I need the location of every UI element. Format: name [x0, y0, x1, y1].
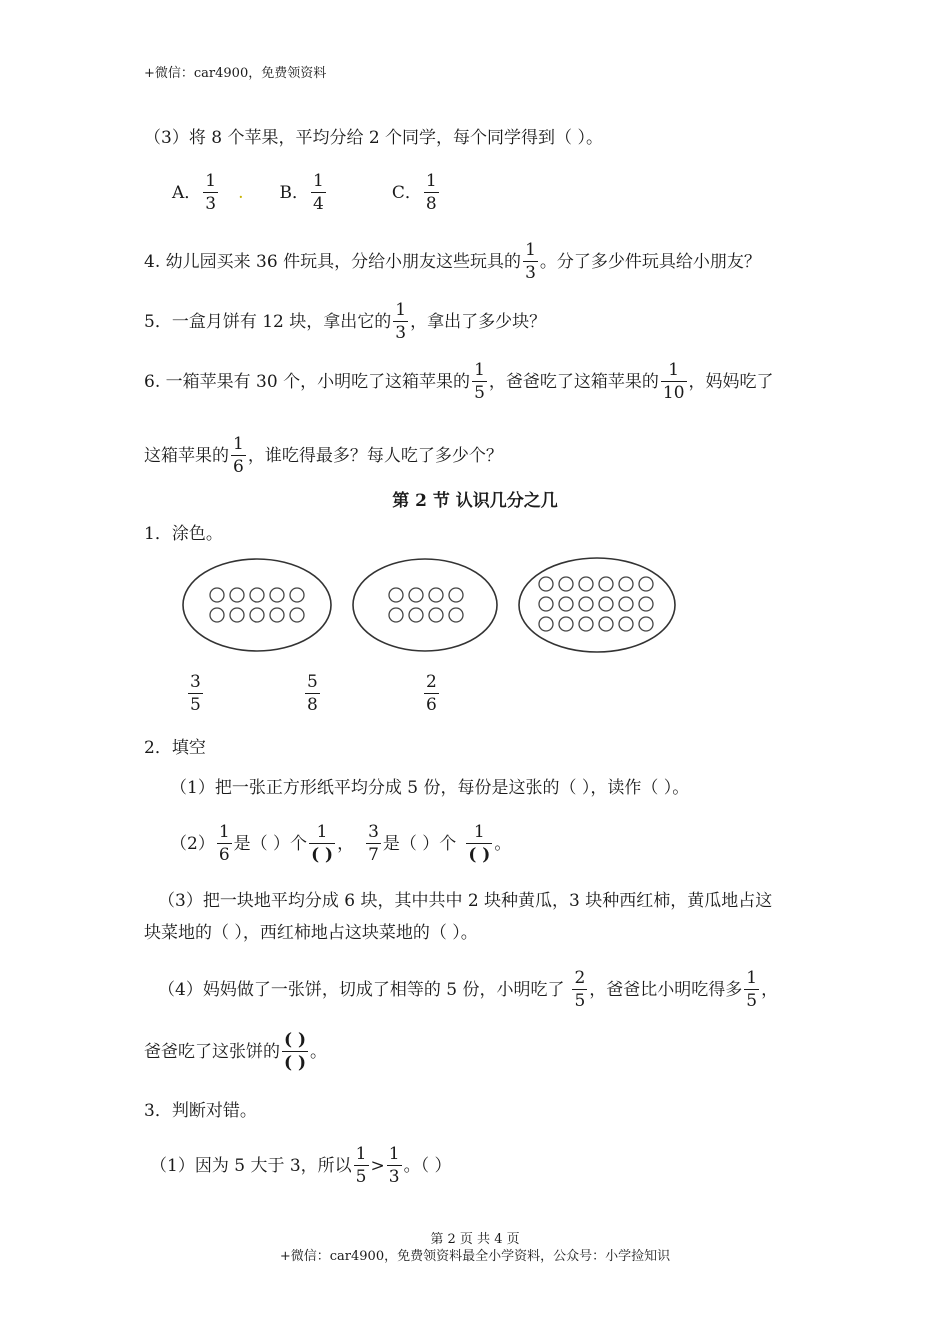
fill-blank-4-line-2-pre: 爸爸吃了这张饼的 — [144, 1041, 280, 1062]
option-b — [280, 171, 328, 214]
fb4-a-den: 5 — [574, 991, 586, 1011]
fb4-b-den: 5 — [746, 991, 758, 1011]
fill-blank-3-line-2: 块菜地的（ ），西红柿地占这块菜地的（ ）。 — [144, 923, 478, 943]
color-circle[interactable] — [579, 617, 593, 631]
fb2-c-num: 3 — [368, 822, 379, 842]
q6-f2-den: 10 — [662, 383, 685, 403]
q6-f3-num: 1 — [233, 434, 244, 454]
fb2-b-den: ( ) — [311, 845, 334, 865]
color-circle[interactable] — [409, 588, 423, 602]
question-6-line-2 — [144, 434, 503, 477]
question-5-den: 3 — [395, 323, 407, 343]
fill-blank-2-c-text: 是（ ）个 — [382, 833, 457, 854]
question-5-pre: 5．一盒月饼有 12 块，拿出它的 — [144, 311, 392, 332]
fill-blank-4-frac-a — [572, 968, 587, 1011]
question-3-stem: （3）将 8 个苹果，平均分给 2 个同学，每个同学得到（ ）。 — [144, 128, 603, 148]
q6-f1-num: 1 — [474, 360, 485, 380]
color-circle[interactable] — [579, 597, 593, 611]
option-a-letter: A． — [172, 182, 202, 203]
color-circle[interactable] — [619, 617, 633, 631]
color-circle[interactable] — [389, 608, 403, 622]
color-circle[interactable] — [619, 577, 633, 591]
fill-blank-4-pre: （4）妈妈做了一张饼，切成了相等的 5 份，小明吃了 — [158, 979, 565, 1000]
fill-blank-2-label: （2） — [170, 833, 215, 854]
option-a-num: 1 — [205, 171, 217, 191]
color-circle[interactable] — [449, 608, 463, 622]
option-c-fraction — [424, 171, 439, 214]
color-circle[interactable] — [230, 608, 244, 622]
tf1-a-den: 5 — [355, 1167, 367, 1187]
question-5-num: 1 — [395, 300, 407, 320]
question-5 — [144, 300, 546, 343]
fill-blank-2 — [170, 822, 511, 865]
color-circle[interactable] — [599, 577, 613, 591]
coloring-fraction-3 — [422, 672, 441, 715]
fill-blank-4-post: ， — [761, 979, 779, 1000]
color-circle[interactable] — [389, 588, 403, 602]
color-circle[interactable] — [210, 608, 224, 622]
question-4-post: 。分了多少件玩具给小朋友？ — [539, 251, 761, 272]
color-circle[interactable] — [539, 577, 553, 591]
option-c — [392, 171, 441, 214]
fill-blank-2-end: 。 — [494, 833, 512, 854]
footer-page-number: 第 2 页 共 4 页 — [430, 1232, 520, 1247]
question-6-pre: 6. 一箱苹果有 30 个，小明吃了这箱苹果的 — [144, 371, 471, 392]
question-5-fraction — [393, 300, 408, 343]
option-c-den: 8 — [425, 194, 437, 214]
true-false-1-pre: （1）因为 5 大于 3，所以 — [150, 1155, 352, 1176]
footer-note: +微信：car4900，免费领资料最全小学资料，公众号：小学捡知识 — [279, 1249, 671, 1264]
q6-f1-den: 5 — [474, 383, 485, 403]
fb4-a-num: 2 — [574, 968, 586, 988]
fill-blank-1: （1）把一张正方形纸平均分成 5 份，每份是这张的（ ），读作（ ）。 — [170, 778, 690, 798]
question-4 — [144, 240, 761, 283]
fill-blank-4-mid: ，爸爸比小明吃得多 — [589, 979, 743, 1000]
coloring-f3-den: 6 — [426, 695, 437, 715]
fill-blank-4-line-2-post: 。 — [310, 1041, 328, 1062]
fill-blank-2-frac-a — [217, 822, 232, 865]
option-a — [172, 171, 244, 214]
option-a-fraction — [203, 171, 218, 214]
option-b-fraction — [311, 171, 326, 214]
color-circle[interactable] — [210, 588, 224, 602]
oval-2 — [353, 559, 497, 651]
fill-blank-2-a-text: 是（ ）个 — [233, 833, 308, 854]
color-circle[interactable] — [559, 597, 573, 611]
true-false-1-frac-b — [387, 1144, 402, 1187]
fill-blank-4-line-1 — [158, 968, 778, 1011]
fill-blank-4-line-2 — [144, 1030, 327, 1073]
fill-blank-4-frac-b — [744, 968, 759, 1011]
color-circle[interactable] — [250, 608, 264, 622]
color-circle[interactable] — [599, 617, 613, 631]
color-circle[interactable] — [449, 588, 463, 602]
fb2-b-num: 1 — [316, 822, 328, 842]
question-6-post: ，妈妈吃了 — [688, 371, 774, 392]
color-circle[interactable] — [559, 617, 573, 631]
color-circle[interactable] — [599, 597, 613, 611]
true-false-1 — [150, 1144, 451, 1187]
section-title: 第 2 节 认识几分之几 — [392, 491, 558, 511]
question-6-mid: ，爸爸吃了这箱苹果的 — [488, 371, 659, 392]
question-6-fraction-3 — [231, 434, 246, 477]
q6-f2-num: 1 — [668, 360, 680, 380]
tf1-a-num: 1 — [355, 1144, 367, 1164]
mark-dot: . — [238, 182, 244, 203]
color-circle[interactable] — [290, 588, 304, 602]
color-circle[interactable] — [539, 617, 553, 631]
true-false-title: 3．判断对错。 — [144, 1101, 257, 1121]
color-circle[interactable] — [429, 588, 443, 602]
question-6-line-2-post: ，谁吃得最多？每人吃了多少个？ — [247, 445, 503, 466]
coloring-ovals-figure — [0, 554, 950, 664]
option-c-letter: C． — [391, 182, 422, 203]
fill-blank-2-frac-d — [466, 822, 492, 865]
color-circle[interactable] — [270, 588, 284, 602]
fill-blank-title: 2．填空 — [144, 738, 206, 758]
color-circle[interactable] — [559, 577, 573, 591]
fb2-d-num: 1 — [473, 822, 485, 842]
coloring-f1-num: 3 — [190, 672, 201, 692]
fb4-c-num: ( ) — [284, 1030, 307, 1050]
true-false-1-post: 。（ ） — [403, 1155, 452, 1176]
q6-f3-den: 6 — [233, 457, 244, 477]
color-circle[interactable] — [619, 597, 633, 611]
coloring-question-title: 1．涂色。 — [144, 524, 223, 544]
question-6-fraction-1 — [472, 360, 487, 403]
option-b-den: 4 — [313, 194, 324, 214]
fb2-a-num: 1 — [218, 822, 230, 842]
fb2-c-den: 7 — [368, 845, 379, 865]
color-circle[interactable] — [639, 617, 653, 631]
coloring-f3-num: 2 — [426, 672, 437, 692]
color-circle[interactable] — [230, 588, 244, 602]
option-a-den: 3 — [205, 194, 217, 214]
true-false-1-op: > — [370, 1155, 385, 1176]
coloring-fraction-2 — [303, 672, 322, 715]
color-circle[interactable] — [250, 588, 264, 602]
option-b-num: 1 — [313, 171, 324, 191]
question-4-den: 3 — [525, 263, 536, 283]
coloring-fraction-1 — [186, 672, 205, 715]
fb2-d-den: ( ) — [468, 845, 491, 865]
color-circle[interactable] — [639, 577, 653, 591]
question-4-num: 1 — [525, 240, 536, 260]
question-4-pre: 4. 幼儿园买来 36 件玩具，分给小朋友这些玩具的 — [144, 251, 522, 272]
true-false-1-frac-a — [354, 1144, 369, 1187]
fill-blank-2-sep: ， — [337, 833, 355, 854]
color-circle[interactable] — [539, 597, 553, 611]
coloring-f1-den: 5 — [190, 695, 201, 715]
fill-blank-3-line-1: （3）把一块地平均分成 6 块，其中共中 2 块种黄瓜，3 块种西红柿，黄瓜地占这 — [158, 891, 773, 911]
question-5-post: ，拿出了多少块？ — [410, 311, 547, 332]
question-6-fraction-2 — [661, 360, 687, 403]
color-circle[interactable] — [409, 608, 423, 622]
color-circle[interactable] — [270, 608, 284, 622]
color-circle[interactable] — [639, 597, 653, 611]
fill-blank-2-frac-b — [309, 822, 335, 865]
fb4-c-den: ( ) — [284, 1053, 307, 1073]
question-6-line-1 — [144, 360, 774, 403]
question-3-options — [172, 171, 441, 214]
oval-1 — [183, 559, 331, 651]
fill-blank-2-frac-c — [366, 822, 381, 865]
color-circle[interactable] — [429, 608, 443, 622]
fill-blank-4-frac-c — [282, 1030, 308, 1073]
color-circle[interactable] — [579, 577, 593, 591]
oval-3 — [519, 558, 675, 652]
tf1-b-num: 1 — [388, 1144, 400, 1164]
option-b-letter: B． — [279, 182, 310, 203]
question-6-line-2-pre: 这箱苹果的 — [144, 445, 229, 466]
color-circle[interactable] — [290, 608, 304, 622]
coloring-f2-num: 5 — [307, 672, 318, 692]
tf1-b-den: 3 — [388, 1167, 400, 1187]
header-note: +微信：car4900，免费领资料 — [144, 66, 327, 81]
fb2-a-den: 6 — [218, 845, 230, 865]
question-4-fraction — [523, 240, 538, 283]
coloring-f2-den: 8 — [307, 695, 318, 715]
fb4-b-num: 1 — [746, 968, 758, 988]
option-c-num: 1 — [425, 171, 437, 191]
